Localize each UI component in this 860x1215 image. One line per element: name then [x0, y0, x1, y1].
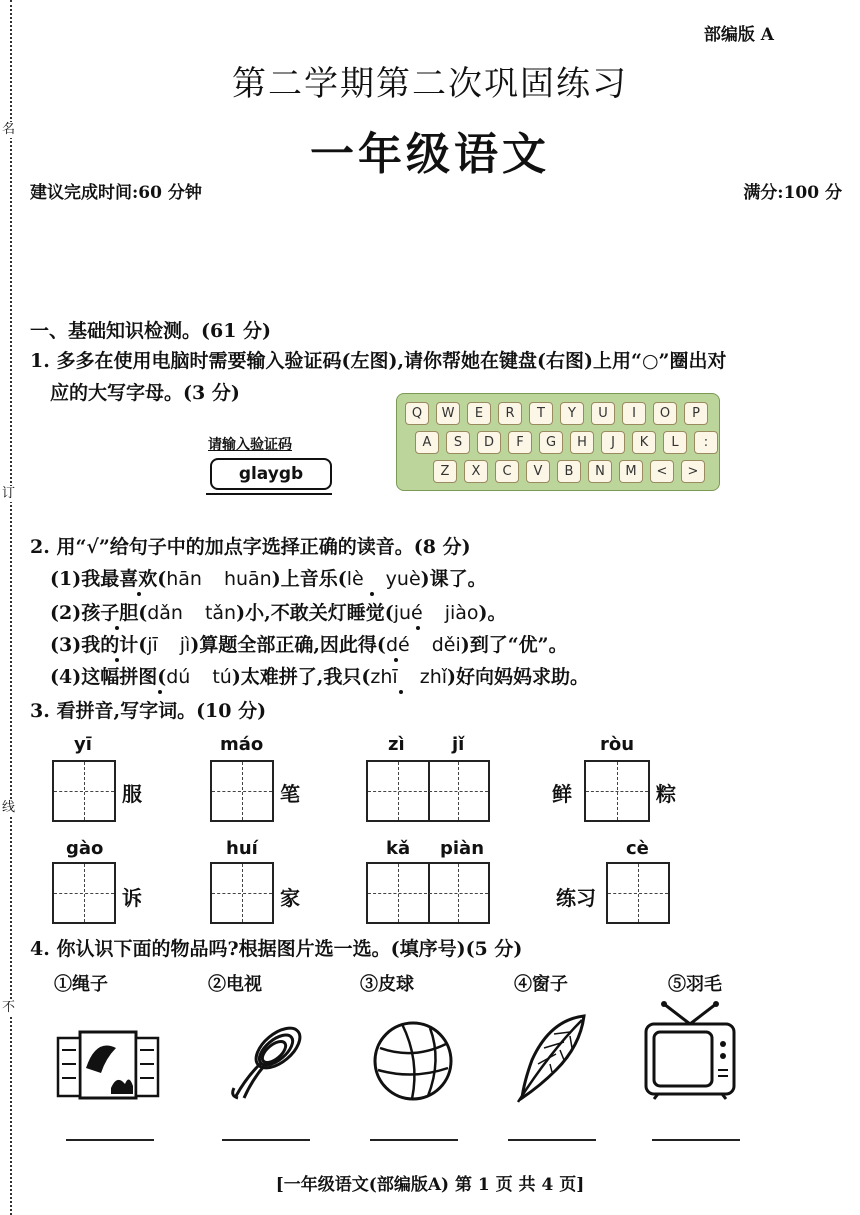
key[interactable]: T: [529, 402, 553, 425]
pinyin-label: zì: [388, 734, 405, 755]
emphasis-dot: [394, 658, 398, 662]
pinyin-label: cè: [626, 838, 649, 859]
key[interactable]: B: [557, 460, 581, 483]
binding-char-not: 不: [2, 1000, 16, 1015]
key[interactable]: I: [622, 402, 646, 425]
pinyin-label: ròu: [600, 734, 635, 755]
pinyin-label: kǎ: [386, 838, 411, 859]
keyboard-image: [396, 393, 720, 491]
key[interactable]: Z: [433, 460, 457, 483]
pinyin-label: yī: [74, 734, 92, 755]
page-title: 第二学期第二次巩固练习: [232, 64, 628, 104]
key[interactable]: Y: [560, 402, 584, 425]
emphasis-dot: [158, 690, 162, 694]
writing-box[interactable]: [210, 862, 274, 924]
pinyin-label: máo: [220, 734, 264, 755]
question-1-line1: 1. 多多在使用电脑时需要输入验证码(左图),请你帮她在键盘(右图)上用“○”圈出对: [30, 350, 727, 372]
answer-blank[interactable]: [222, 1139, 310, 1141]
pinyin-label: gào: [66, 838, 104, 859]
option-label: ⑤羽毛: [668, 974, 722, 995]
given-char: 诉: [122, 886, 142, 910]
feather-picture: [510, 1012, 590, 1106]
answer-blank[interactable]: [66, 1139, 154, 1141]
question-4-title: 4. 你认识下面的物品吗?根据图片选一选。(填序号)(5 分): [30, 938, 523, 960]
key[interactable]: :: [694, 431, 718, 454]
option-label: ①绳子: [54, 974, 108, 995]
key[interactable]: J: [601, 431, 625, 454]
emphasis-dot: [370, 592, 374, 596]
option-label: ③皮球: [360, 974, 414, 995]
section-title: 一、基础知识检测。(61 分): [30, 320, 272, 342]
question-2-item-3: (3)我的计(jī jì)算题全部正确,因此得(dé děi)到了“优”。: [50, 634, 568, 656]
emphasis-dot: [115, 626, 119, 630]
given-char: 笔: [280, 782, 300, 806]
key[interactable]: E: [467, 402, 491, 425]
writing-box[interactable]: [210, 760, 274, 822]
writing-box[interactable]: [52, 862, 116, 924]
question-2-item-2: (2)孩子胆(dǎn tǎn)小,不敢关灯睡觉(jué jiào)。: [50, 602, 507, 624]
window-picture: [56, 1028, 160, 1102]
given-char: 服: [122, 782, 142, 806]
key[interactable]: <: [650, 460, 674, 483]
key[interactable]: N: [588, 460, 612, 483]
binding-dotted-line: [10, 0, 12, 1215]
binding-char-line: 线: [2, 800, 16, 815]
key[interactable]: X: [464, 460, 488, 483]
emphasis-dot: [137, 592, 141, 596]
question-2-item-1: (1)我最喜欢(hān huān)上音乐(lè yuè)课了。: [50, 568, 487, 590]
key[interactable]: W: [436, 402, 460, 425]
given-char: 练习: [556, 886, 596, 910]
answer-blank[interactable]: [652, 1139, 740, 1141]
edition-label: 部编版 A: [703, 25, 774, 45]
key[interactable]: A: [415, 431, 439, 454]
emphasis-dot: [115, 658, 119, 662]
key[interactable]: G: [539, 431, 563, 454]
tv-picture: [642, 1000, 738, 1100]
page-footer: [一年级语文(部编版A) 第 1 页 共 4 页]: [275, 1175, 585, 1195]
key[interactable]: F: [508, 431, 532, 454]
captcha-label: 请输入验证码: [208, 437, 292, 453]
question-2-item-4: (4)这幅拼图(dú tú)太难拼了,我只(zhī zhǐ)好向妈妈求助。: [50, 666, 590, 688]
pinyin-label: piàn: [440, 838, 485, 859]
writing-box-double[interactable]: [366, 760, 490, 822]
writing-box[interactable]: [584, 760, 650, 822]
key[interactable]: C: [495, 460, 519, 483]
subject-title: 一年级语文: [310, 129, 550, 180]
key[interactable]: V: [526, 460, 550, 483]
key[interactable]: R: [498, 402, 522, 425]
binding-char-bind: 订: [2, 486, 16, 501]
ball-picture: [372, 1020, 454, 1102]
binding-char-name: 名: [2, 122, 16, 137]
pinyin-label: huí: [226, 838, 258, 859]
key[interactable]: S: [446, 431, 470, 454]
writing-box[interactable]: [52, 760, 116, 822]
score-label: 满分:100 分: [743, 183, 842, 203]
pinyin-label: jǐ: [452, 734, 465, 755]
key[interactable]: Q: [405, 402, 429, 425]
key[interactable]: U: [591, 402, 615, 425]
key[interactable]: L: [663, 431, 687, 454]
key[interactable]: P: [684, 402, 708, 425]
key[interactable]: D: [477, 431, 501, 454]
question-1-line2: 应的大写字母。(3 分): [50, 382, 240, 404]
answer-blank[interactable]: [370, 1139, 458, 1141]
option-label: ④窗子: [514, 974, 568, 995]
key[interactable]: O: [653, 402, 677, 425]
given-char: 粽: [656, 782, 676, 806]
answer-blank[interactable]: [508, 1139, 596, 1141]
time-label: 建议完成时间:60 分钟: [30, 183, 202, 203]
emphasis-dot: [399, 690, 403, 694]
key[interactable]: K: [632, 431, 656, 454]
given-char: 家: [280, 886, 300, 910]
writing-box[interactable]: [606, 862, 670, 924]
captcha-code-box: glaygb: [210, 458, 332, 490]
question-3-title: 3. 看拼音,写字词。(10 分): [30, 700, 267, 722]
option-label: ②电视: [208, 974, 262, 995]
writing-box-double[interactable]: [366, 862, 490, 924]
question-2-title: 2. 用“√”给句子中的加点字选择正确的读音。(8 分): [30, 536, 471, 558]
key[interactable]: M: [619, 460, 643, 483]
rope-picture: [226, 1018, 310, 1102]
emphasis-dot: [416, 626, 420, 630]
given-char: 鲜: [552, 782, 572, 806]
key[interactable]: H: [570, 431, 594, 454]
captcha-underline: [206, 493, 332, 495]
key[interactable]: >: [681, 460, 705, 483]
